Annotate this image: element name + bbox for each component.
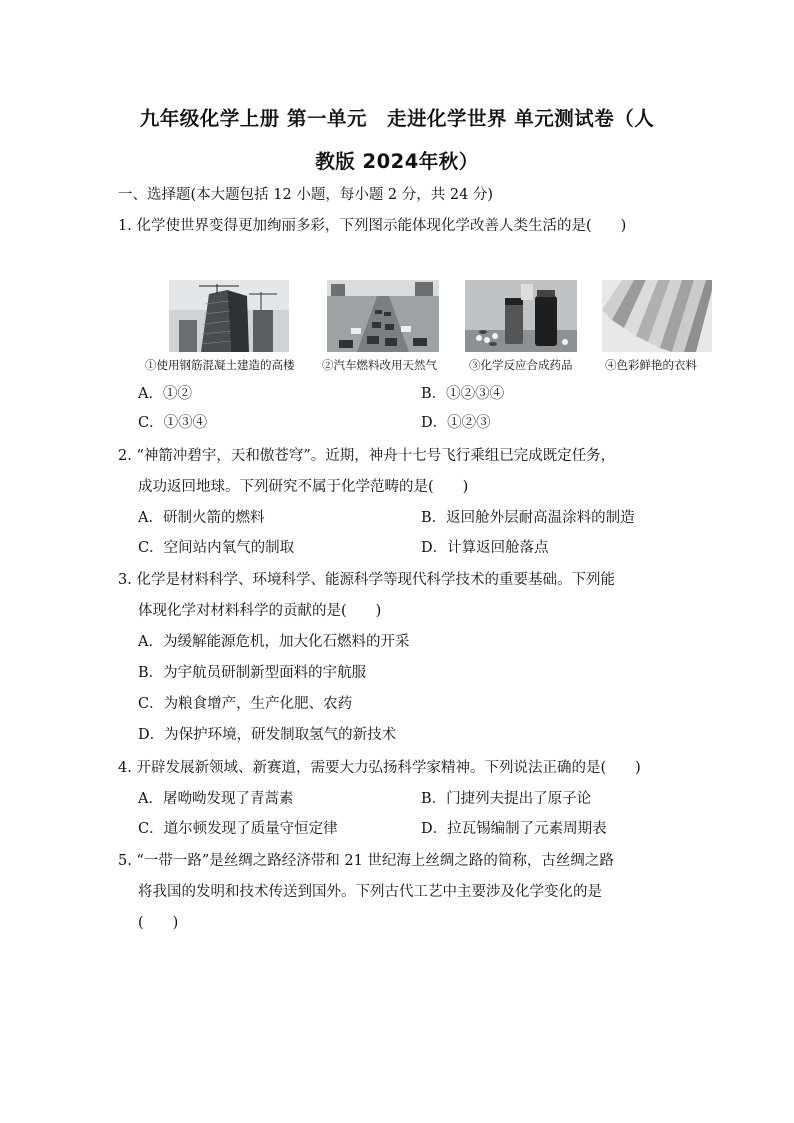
page-title-line1: 九年级化学上册 第一单元 走进化学世界 单元测试卷（人: [139, 107, 655, 130]
q2-option-b: B．返回舱外层耐高温涂料的制造: [421, 510, 635, 526]
q4-option-a: A．屠呦呦发现了青蒿素: [138, 791, 294, 807]
q2-stem-line2: 成功返回地球。下列研究不属于化学范畴的是( ): [138, 479, 469, 495]
q3-option-b: B．为宇航员研制新型面料的宇航服: [138, 665, 367, 681]
q1-image-fabric: [602, 280, 712, 352]
q1-stem: 1. 化学使世界变得更加绚丽多彩，下列图示能体现化学改善人类生活的是( ): [118, 218, 627, 234]
q4-option-d: D．拉瓦锡编制了元素周期表: [421, 821, 607, 837]
q1-image-traffic: [327, 280, 439, 352]
q3-stem-line1: 3. 化学是材料科学、环境科学、能源科学等现代科学技术的重要基础。下列能: [118, 572, 615, 588]
q3-option-a: A．为缓解能源危机，加大化石燃料的开采: [138, 634, 410, 650]
q1-option-a: A．①②: [138, 386, 192, 402]
q5-stem-line3: ( ): [138, 915, 179, 931]
q3-option-d: D．为保护环境，研发制取氢气的新技术: [138, 727, 397, 743]
q1-caption-2: ②汽车燃料改用天然气: [322, 358, 437, 372]
q5-stem-line2: 将我国的发明和技术传送到国外。下列古代工艺中主要涉及化学变化的是: [138, 884, 602, 900]
q4-stem: 4. 开辟发展新领域、新赛道，需要大力弘扬科学家精神。下列说法正确的是( ): [118, 760, 641, 776]
q1-option-c: C．①③④: [138, 415, 208, 431]
q2-option-c: C．空间站内氧气的制取: [138, 540, 295, 556]
section-heading: 一、选择题(本大题包括 12 小题，每小题 2 分，共 24 分): [118, 187, 494, 203]
q3-option-c: C．为粮食增产，生产化肥、农药: [138, 696, 353, 712]
q1-image-medicine: [465, 280, 577, 352]
q2-stem-line1: 2. “神箭冲碧宇，天和傲苍穹”。近期，神舟十七号飞行乘组已完成既定任务，: [118, 448, 616, 464]
q2-option-a: A．研制火箭的燃料: [138, 510, 265, 526]
q1-caption-4: ④色彩鲜艳的衣料: [605, 358, 697, 372]
q1-option-d: D．①②③: [421, 415, 491, 431]
q2-option-d: D．计算返回舱落点: [421, 540, 549, 556]
q5-stem-line1: 5. “一带一路”是丝绸之路经济带和 21 世纪海上丝绸之路的简称，古丝绸之路: [118, 853, 614, 869]
page-title-line2: 教版 2024年秋）: [315, 150, 479, 173]
q3-stem-line2: 体现化学对材料科学的贡献的是( ): [138, 603, 382, 619]
q4-option-b: B．门捷列夫提出了原子论: [421, 791, 592, 807]
q1-image-skyscraper: [169, 280, 289, 352]
q4-option-c: C．道尔顿发现了质量守恒定律: [138, 821, 338, 837]
q1-option-b: B．①②③④: [421, 386, 505, 402]
q1-caption-3: ③化学反应合成药品: [469, 358, 573, 372]
q1-caption-1: ①使用钢筋混凝土建造的高楼: [145, 358, 295, 372]
